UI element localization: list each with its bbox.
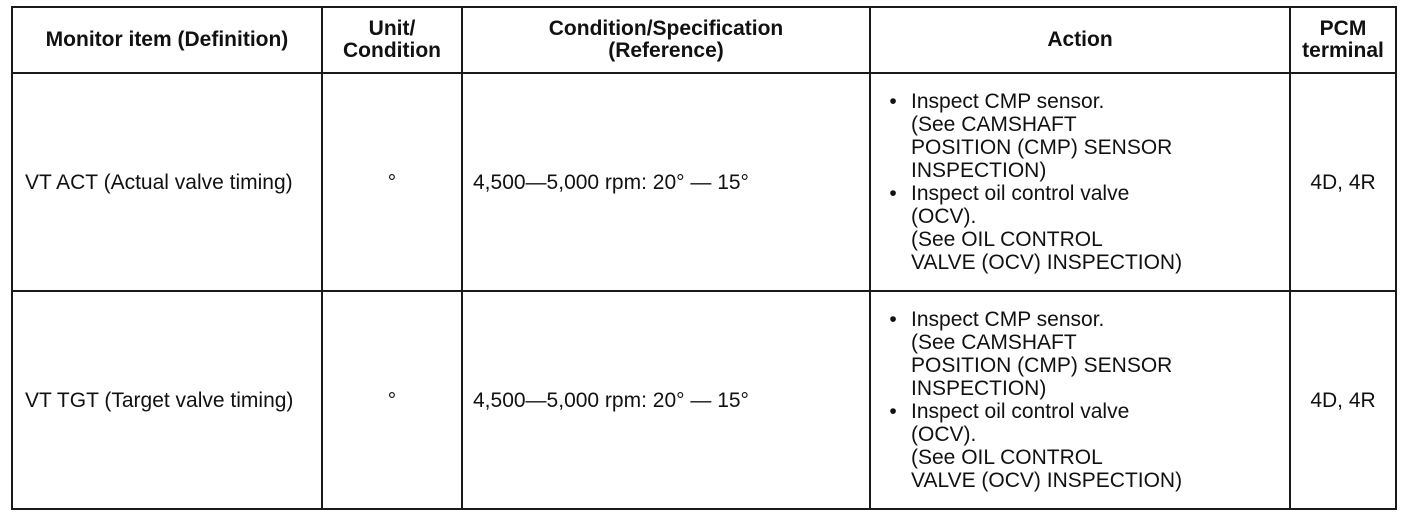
bullet-icon: • — [889, 400, 897, 423]
header-condition-specification — [462, 7, 870, 73]
action-line: POSITION (CMP) SENSOR — [911, 136, 1173, 159]
action-line: VALVE (OCV) INSPECTION) — [911, 251, 1183, 274]
header-condition-line2: (Reference) — [608, 39, 724, 62]
action-line: Inspect CMP sensor. — [911, 308, 1105, 331]
action-list-item — [883, 90, 1283, 182]
action-list-item — [883, 182, 1283, 274]
unit-cell: ° — [322, 73, 462, 291]
header-action-label: Action — [1047, 28, 1113, 51]
action-list-item — [883, 400, 1283, 492]
header-monitor-item — [12, 7, 322, 73]
action-cell — [870, 291, 1290, 509]
header-monitor-item-label: Monitor item (Definition) — [45, 28, 289, 51]
action-list — [883, 308, 1283, 492]
action-line: VALVE (OCV) INSPECTION) — [911, 469, 1183, 492]
monitor-spec-table — [11, 6, 1397, 510]
condition-cell: 4,500—5,000 rpm: 20° — 15° — [462, 73, 870, 291]
header-pcm-terminal — [1290, 7, 1396, 73]
bullet-icon: • — [889, 308, 897, 331]
action-line: INSPECTION) — [911, 159, 1047, 182]
pcm-terminal-cell: 4D, 4R — [1290, 73, 1396, 291]
unit-cell: ° — [322, 291, 462, 509]
action-line: (OCV). — [911, 205, 977, 228]
header-action — [870, 7, 1290, 73]
action-cell — [870, 73, 1290, 291]
header-unit-line2: Condition — [343, 39, 441, 62]
monitor-item-cell: VT ACT (Actual valve timing) — [12, 73, 322, 291]
table-row — [12, 73, 1396, 291]
header-condition-line1: Condition/Specification — [548, 17, 784, 40]
action-line: POSITION (CMP) SENSOR — [911, 354, 1173, 377]
table-body — [12, 73, 1396, 509]
monitor-item-cell: VT TGT (Target valve timing) — [12, 291, 322, 509]
action-line: (See OIL CONTROL — [911, 446, 1103, 469]
action-line: Inspect CMP sensor. — [911, 90, 1105, 113]
action-line: INSPECTION) — [911, 377, 1047, 400]
action-line: Inspect oil control valve — [911, 400, 1130, 423]
action-list — [883, 90, 1283, 274]
header-row — [12, 7, 1396, 73]
action-line: (See OIL CONTROL — [911, 228, 1103, 251]
header-terminal-line2: terminal — [1302, 39, 1384, 62]
action-line: Inspect oil control valve — [911, 182, 1130, 205]
bullet-icon: • — [889, 182, 897, 205]
action-line: (OCV). — [911, 423, 977, 446]
table-row — [12, 291, 1396, 509]
bullet-icon: • — [889, 90, 897, 113]
condition-cell: 4,500—5,000 rpm: 20° — 15° — [462, 291, 870, 509]
header-unit-line1: Unit/ — [368, 17, 416, 40]
action-list-item — [883, 308, 1283, 400]
action-line: (See CAMSHAFT — [911, 331, 1077, 354]
header-unit-condition — [322, 7, 462, 73]
pcm-terminal-cell: 4D, 4R — [1290, 291, 1396, 509]
action-line: (See CAMSHAFT — [911, 113, 1077, 136]
header-terminal-line1: PCM — [1319, 17, 1367, 40]
